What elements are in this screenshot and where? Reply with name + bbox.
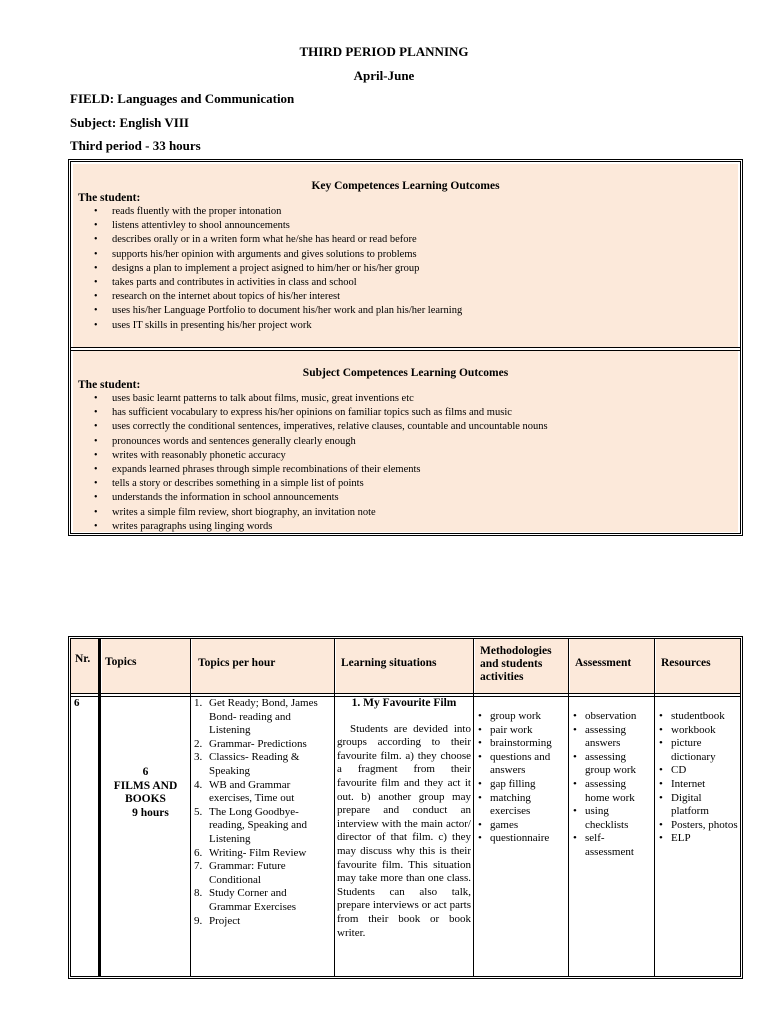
situation-title: 1. My Favourite Film [351, 697, 457, 709]
topic-per-hour-item [192, 738, 329, 752]
methodologies-cell [475, 710, 567, 846]
subject-competence-item: • writes a simple film review, short biography, an invitation note [73, 506, 738, 520]
topic-per-hour-item [192, 887, 329, 914]
topic-per-hour-item [192, 847, 329, 861]
topic-per-hour-number: 4. [194, 778, 203, 791]
topic-per-hour-number: 9. [194, 914, 203, 927]
header-learning-situations: Learning situations [336, 639, 473, 693]
situation-text: Students are devided into groups according to their favourite film. a) they choose a fragment from their favourite film and they act it out. b) another group may prepare and conduct an interview with the main actor/ director of that film. c) they may discuss why this is their favourite film. This situation may take more than one class. Students can also talk, prepare interviews or act parts from their book or book writer. [337, 722, 471, 939]
resource-item: • workbook [656, 724, 742, 738]
methodologies-list [475, 710, 567, 846]
methodology-item: • questions and answers [475, 751, 567, 778]
subject-competence-item: • pronounces words and sentences generally clearly enough [73, 435, 738, 449]
methodology-item: • brainstorming [475, 737, 567, 751]
resource-item: • picture dictionary [656, 737, 742, 764]
subject-competence-item: • writes paragraphs using linging words [73, 520, 738, 534]
methodology-item: • pair work [475, 724, 567, 738]
col-separator [568, 639, 569, 976]
subject-competence-item: • expands learned phrases through simple recombinations of their elements [73, 463, 738, 477]
topics-per-hour-cell [192, 697, 332, 928]
subject-competence-item: • understands the information in school announcements [73, 491, 738, 505]
methodology-item: • questionnaire [475, 832, 567, 846]
subject-competences-section [73, 351, 738, 532]
subject-competence-item: • tells a story or describes something in a simple list of points [73, 477, 738, 491]
subject-competence-item: • has sufficient vocabulary to express his/her opinions on familiar topics such as films and music [73, 406, 738, 420]
header-nr: Nr. [71, 639, 98, 693]
key-competence-item: • uses IT skills in presenting his/her project work [73, 319, 738, 333]
period-hours-line: Third period - 33 hours [70, 138, 201, 153]
topic-per-hour-number: 8. [194, 887, 203, 900]
topic-number: 6 [142, 766, 149, 778]
topic-per-hour-number: 2. [194, 737, 203, 750]
key-competence-item: • designs a plan to implement a project asigned to him/her or his/her group [73, 262, 738, 276]
assessment-cell [570, 710, 653, 860]
learning-situation-cell [337, 697, 471, 940]
topic-hours: 9 hours [132, 806, 169, 819]
assessment-item: • assessing answers [570, 724, 653, 751]
subject-competences-list [73, 392, 738, 534]
key-competence-item: • takes parts and contributes in activities in class and school [73, 276, 738, 290]
assessment-list [570, 710, 653, 860]
subject-competences-lead: The student: [78, 379, 141, 391]
topic-per-hour-number: 7. [194, 860, 203, 873]
key-competences-section [73, 164, 738, 347]
col-separator [654, 639, 655, 976]
resource-item: • Digital platform [656, 792, 742, 819]
topic-per-hour-text: Classics- Reading & Speaking [209, 751, 300, 777]
assessment-item: • using checklists [570, 805, 653, 832]
competences-box [68, 159, 743, 536]
topic-per-hour-item [192, 915, 329, 929]
subject-line: Subject: English VIII [70, 115, 189, 130]
resource-item: • Posters, photos [656, 819, 742, 833]
topic-per-hour-text: Grammar: Future Conditional [209, 860, 286, 886]
key-competence-item: • describes orally or in a writen form what he/she has heard or read before [73, 233, 738, 247]
topic-name: FILMS AND BOOKS [113, 779, 178, 806]
topic-per-hour-text: Study Corner and Grammar Exercises [209, 887, 297, 913]
assessment-item: • assessing group work [570, 751, 653, 778]
topic-per-hour-text: Get Ready; Bond, James Bond- reading and Listening [209, 697, 318, 737]
resource-item: • studentbook [656, 710, 742, 724]
key-competence-item: • uses his/her Language Portfolio to document his/her work and plan his/her learning [73, 304, 738, 318]
key-competence-item: • reads fluently with the proper intonation [73, 205, 738, 219]
topic-per-hour-number: 5. [194, 805, 203, 818]
header-resources: Resources [656, 639, 740, 693]
subject-competence-item: • uses correctly the conditional sentences, imperatives, relative clauses, countable and uncountable nouns [73, 420, 738, 434]
topic-per-hour-text: The Long Goodbye- reading, Speaking and Listening [209, 805, 308, 845]
planning-table [68, 636, 743, 979]
topic-per-hour-number: 6. [194, 846, 203, 859]
subject-competences-title: Subject Competences Learning Outcomes [302, 367, 509, 379]
key-competences-lead: The student: [78, 192, 141, 204]
topic-per-hour-item [192, 779, 329, 806]
topic-per-hour-text: Project [209, 914, 241, 927]
key-competence-item: • supports his/her opinion with arguments and gives solutions to problems [73, 248, 738, 262]
header-topics-per-hour: Topics per hour [192, 639, 334, 693]
period-dates: April-June [353, 68, 415, 83]
resource-item: • CD [656, 764, 742, 778]
resource-item: • Internet [656, 778, 742, 792]
col-separator [473, 639, 474, 976]
topic-per-hour-text: Grammar- Predictions [209, 737, 307, 750]
topic-per-hour-text: WB and Grammar exercises, Time out [209, 778, 295, 805]
topic-per-hour-item [192, 806, 329, 847]
resource-item: • ELP [656, 832, 742, 846]
header-assessment: Assessment [570, 639, 654, 693]
topic-per-hour-item [192, 860, 329, 887]
topic-per-hour-text: Writing- Film Review [209, 846, 307, 859]
methodology-item: • matching exercises [475, 792, 567, 819]
key-competence-item: • listens attentivley to shool announcements [73, 219, 738, 233]
topic-per-hour-number: 3. [194, 751, 203, 764]
key-competence-item: • research on the internet about topics of his/her interest [73, 290, 738, 304]
subject-competence-item: • uses basic learnt patterns to talk about films, music, great inventions etc [73, 392, 738, 406]
methodology-item: • games [475, 819, 567, 833]
assessment-item: • self-assessment [570, 832, 653, 859]
header-methodologies: Methodologies and students activities [475, 639, 568, 693]
field-line: FIELD: Languages and Communication [70, 91, 295, 106]
topic-per-hour-item [192, 697, 329, 738]
page-title: THIRD PERIOD PLANNING [299, 44, 469, 59]
key-competences-title: Key Competences Learning Outcomes [311, 180, 500, 192]
resources-cell [656, 710, 742, 846]
header-separator [71, 693, 740, 694]
topic-cell [101, 766, 190, 820]
resources-list [656, 710, 742, 846]
assessment-item: • assessing home work [570, 778, 653, 805]
topic-per-hour-item [192, 751, 329, 778]
row-nr: 6 [74, 697, 80, 709]
methodology-item: • group work [475, 710, 567, 724]
key-competences-list [73, 205, 738, 333]
topics-per-hour-list [192, 697, 329, 928]
header-topics: Topics [102, 639, 190, 693]
topic-per-hour-number: 1. [194, 697, 203, 709]
assessment-item: • observation [570, 710, 653, 724]
col-separator [190, 639, 191, 976]
subject-competence-item: • writes with reasonably phonetic accuracy [73, 449, 738, 463]
col-separator [334, 639, 335, 976]
methodology-item: • gap filling [475, 778, 567, 792]
